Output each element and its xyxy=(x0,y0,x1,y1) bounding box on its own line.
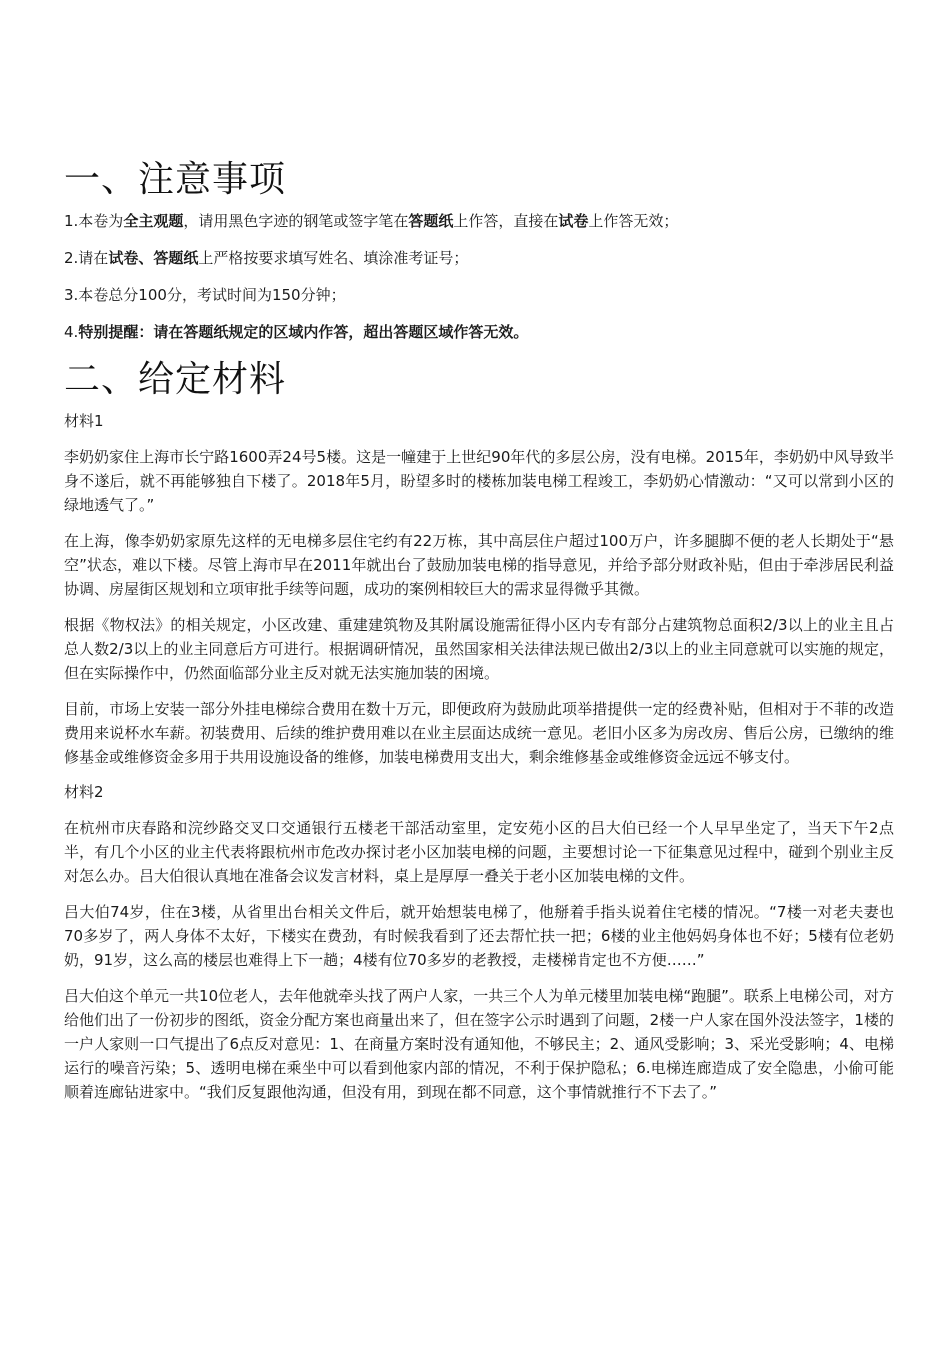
notice-text: 上严格按要求填写姓名、填涂准考证号； xyxy=(198,249,469,267)
notice-text: ，请用黑色字迹的钢笔或签字笔在 xyxy=(183,212,409,230)
notice-bold: 特别提醒：请在答题纸规定的区域内作答，超出答题区域作答无效。 xyxy=(78,323,529,341)
notice-item-4 xyxy=(64,321,894,343)
material-1-paragraph-3: 根据《物权法》的相关规定，小区改建、重建建筑物及其附属设施需征得小区内专有部分占建筑物总面积2/3以上的业主且占总人数2/3以上的业主同意后方可进行。根据调研情况，虽然国家相关法律法规已做出2/3以上的业主同意就可以实施的规定，但在实际操作中，仍然面临部分业主反对就无法实施加装的困境。 xyxy=(64,616,894,682)
notice-text: 2.请在 xyxy=(64,249,109,267)
notice-item-3 xyxy=(64,284,894,306)
section-title-materials: 二、给定材料 xyxy=(64,359,287,400)
notice-bold: 试卷 xyxy=(558,212,589,230)
notice-text: 3.本卷总分100分，考试时间为150分钟； xyxy=(64,286,346,304)
notice-bold: 答题纸 xyxy=(408,212,454,230)
notice-item-1 xyxy=(64,210,894,232)
material-1-paragraph-4: 目前，市场上安装一部分外挂电梯综合费用在数十万元，即便政府为鼓励此项举措提供一定的经费补贴，但相对于不菲的改造费用来说杯水车薪。初装费用、后续的维护费用难以在业主层面达成统一意见。老旧小区多为房改房、售后公房，已缴纳的维修基金或维修资金多用于共用设施设备的维修，加装电梯费用支出大，剩余维修基金或维修资金远远不够支付。 xyxy=(64,700,894,766)
material-2-paragraph-1: 在杭州市庆春路和浣纱路交叉口交通银行五楼老干部活动室里，定安苑小区的吕大伯已经一个人早早坐定了，当天下午2点半，有几个小区的业主代表将跟杭州市危改办探讨老小区加装电梯的问题，主要想讨论一下征集意见过程中，碰到个别业主反对怎么办。吕大伯很认真地在准备会议发言材料，桌上是厚厚一叠关于老小区加装电梯的文件。 xyxy=(64,819,894,885)
notice-item-2 xyxy=(64,247,894,269)
material-2-paragraph-3: 吕大伯这个单元一共10位老人，去年他就牵头找了两户人家，一共三个人为单元楼里加装电梯“跑腿”。联系上电梯公司，对方给他们出了一份初步的图纸，资金分配方案也商量出来了，但在签字公示时遇到了问题，2楼一户人家在国外没法签字，1楼的一户人家则一口气提出了6点反对意见：1、在商量方案时没有通知他，不够民主；2、通风受影响；3、采光受影响；4、电梯运行的噪音污染；5、透明电梯在乘坐中可以看到他家内部的情况，不利于保护隐私；6.电梯连廊造成了安全隐患，小偷可能顺着连廊钻进家中。“我们反复跟他沟通，但没有用，到现在都不同意，这个事情就推行不下去了。” xyxy=(64,987,894,1101)
document-page xyxy=(64,158,894,1116)
material-1-paragraph-1: 李奶奶家住上海市长宁路1600弄24号5楼。这是一幢建于上世纪90年代的多层公房，没有电梯。2015年，李奶奶中风导致半身不遂后，就不再能够独自下楼了。2018年5月，盼望多时的楼栋加装电梯工程竣工，李奶奶心情激动：“又可以常到小区的绿地透气了。” xyxy=(64,448,894,514)
material-2-label: 材料2 xyxy=(64,783,104,801)
notice-text: 1.本卷为 xyxy=(64,212,124,230)
material-1-label: 材料1 xyxy=(64,412,104,430)
notice-text: 上作答，直接在 xyxy=(453,212,559,230)
material-2-paragraph-2: 吕大伯74岁，住在3楼，从省里出台相关文件后，就开始想装电梯了，他掰着手指头说着住宅楼的情况。“7楼一对老夫妻也70多岁了，两人身体不太好，下楼实在费劲，有时候我看到了还去帮忙扶一把；6楼的业主他妈妈身体也不好；5楼有位老奶奶，91岁，这么高的楼层也难得上下一趟；4楼有位70多岁的老教授，走楼梯肯定也不方便……” xyxy=(64,903,894,969)
material-1-paragraph-2: 在上海，像李奶奶家原先这样的无电梯多层住宅约有22万栋，其中高层住户超过100万户，许多腿脚不便的老人长期处于“悬空”状态，难以下楼。尽管上海市早在2011年就出台了鼓励加装电梯的指导意见，并给予部分财政补贴，但由于牵涉居民利益协调、房屋街区规划和立项审批手续等问题，成功的案例相较巨大的需求显得微乎其微。 xyxy=(64,532,894,598)
section-title-notice: 一、注意事项 xyxy=(64,159,287,200)
notice-text: 上作答无效； xyxy=(588,212,679,230)
notice-bold: 全主观题 xyxy=(123,212,184,230)
notice-text: 4. xyxy=(64,323,79,341)
notice-bold: 试卷、答题纸 xyxy=(108,249,199,267)
